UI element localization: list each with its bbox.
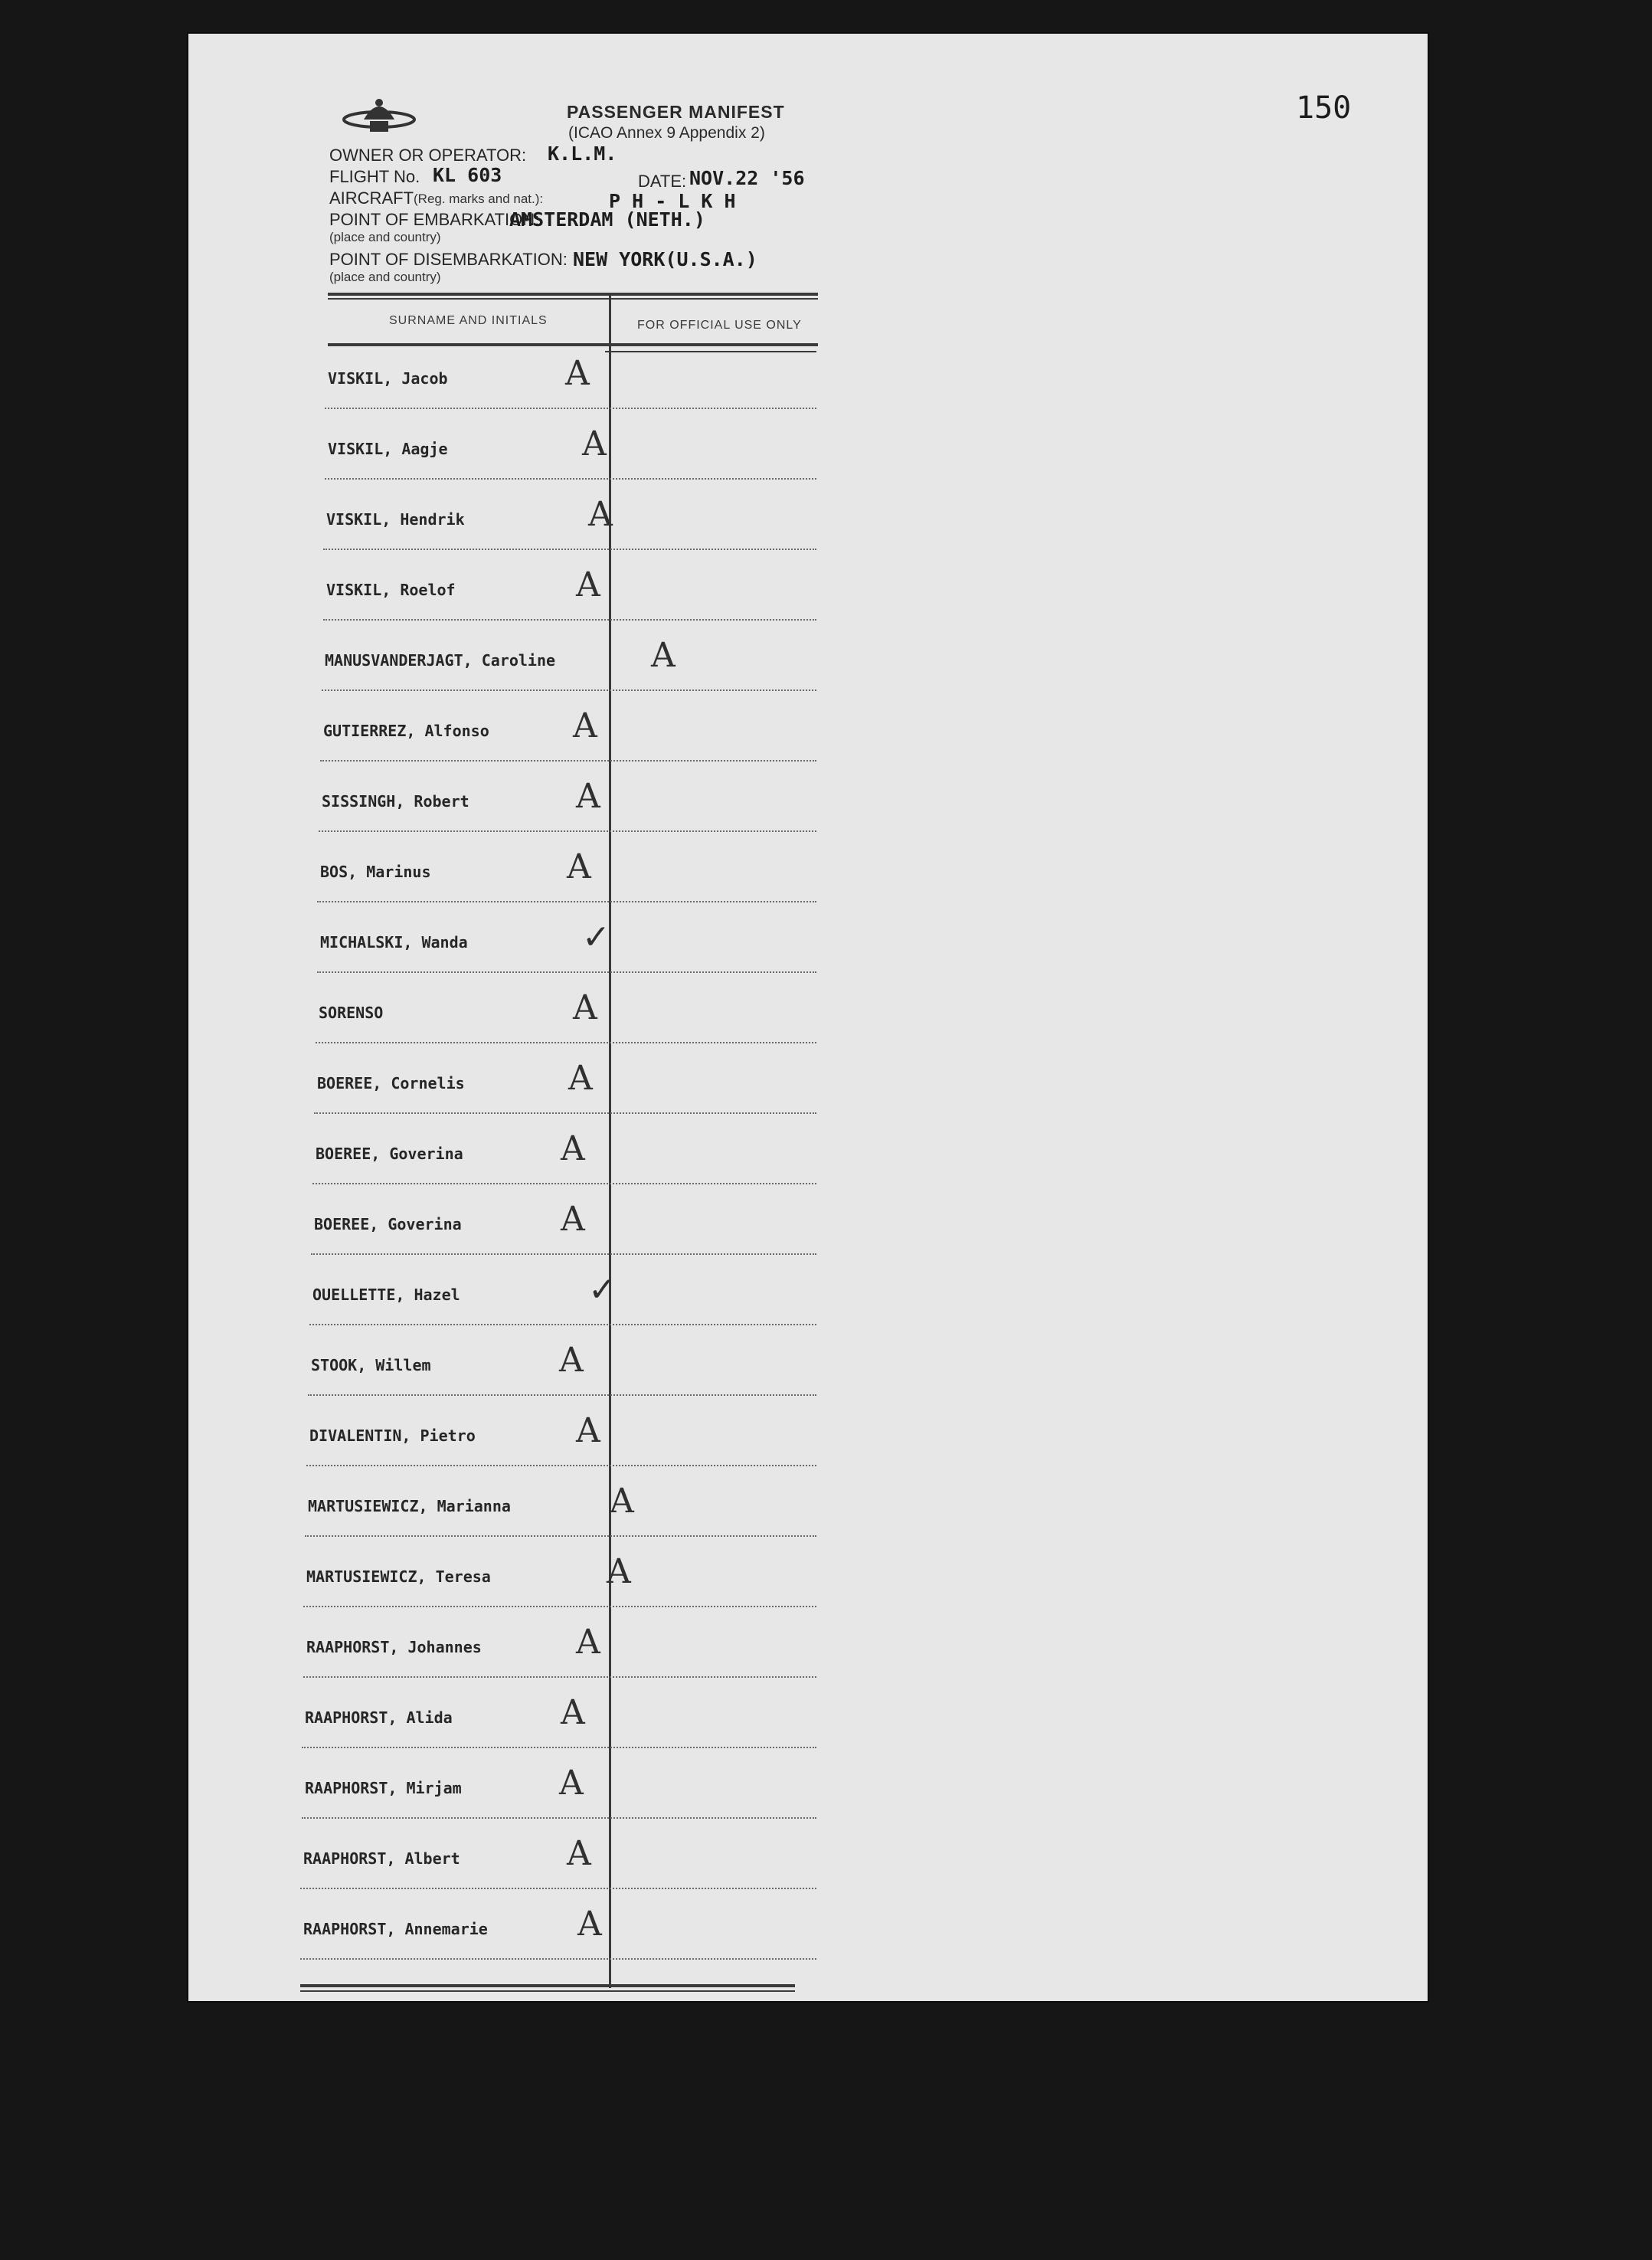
official-mark: A: [582, 424, 607, 463]
passenger-name: VISKIL, Roelof: [326, 581, 456, 599]
column-header-rule: [328, 343, 818, 346]
official-mark: ✓: [588, 1270, 617, 1309]
official-mark: A: [651, 636, 676, 675]
official-mark: A: [573, 988, 597, 1027]
passenger-name: SISSINGH, Robert: [322, 792, 469, 811]
official-mark: A: [607, 1552, 631, 1591]
passenger-name: BOEREE, Cornelis: [317, 1074, 465, 1092]
official-mark: A: [567, 847, 591, 886]
passenger-name: STOOK, Willem: [311, 1356, 431, 1374]
bottom-rule-thin: [300, 1990, 795, 1992]
row-separator: [303, 1676, 816, 1678]
header-top-rule: [328, 293, 818, 296]
row-separator: [319, 830, 816, 832]
embarkation-value: AMSTERDAM (NETH.): [509, 208, 705, 231]
passenger-name: RAAPHORST, Annemarie: [303, 1920, 488, 1938]
official-mark: A: [610, 1482, 634, 1521]
official-mark: A: [576, 565, 600, 604]
row-separator: [317, 971, 816, 973]
passenger-name: BOEREE, Goverina: [316, 1145, 463, 1163]
date-label: DATE:: [638, 172, 687, 191]
row-separator: [309, 1324, 816, 1325]
passenger-name: MARTUSIEWICZ, Marianna: [308, 1497, 511, 1515]
official-mark: A: [559, 1764, 584, 1803]
passenger-name: SORENSO: [319, 1004, 384, 1022]
row-separator: [305, 1535, 816, 1537]
official-mark: A: [561, 1693, 585, 1732]
manifest-title: PASSENGER MANIFEST: [567, 102, 785, 122]
passenger-name: VISKIL, Jacob: [328, 369, 448, 388]
aircraft-label: AIRCRAFT: [329, 188, 414, 208]
official-mark: A: [577, 1905, 602, 1944]
aircraft-value: P H - L K H: [609, 190, 736, 212]
official-mark: A: [573, 706, 597, 745]
passenger-name: RAAPHORST, Albert: [303, 1849, 460, 1868]
official-mark: A: [567, 1834, 591, 1873]
embarkation-note: (place and country): [329, 230, 441, 244]
official-use-column-header: FOR OFFICIAL USE ONLY: [637, 319, 802, 332]
page-number: 150: [1296, 90, 1352, 126]
passenger-name: VISKIL, Hendrik: [326, 510, 465, 529]
row-separator: [300, 1888, 816, 1889]
passenger-name: BOS, Marinus: [320, 863, 431, 881]
row-separator: [325, 408, 816, 409]
passenger-name: MARTUSIEWICZ, Teresa: [306, 1567, 491, 1586]
official-mark: A: [565, 354, 590, 393]
official-mark: ✓: [582, 918, 610, 957]
surname-column-header: SURNAME AND INITIALS: [389, 314, 548, 327]
date-value: NOV.22 '56: [689, 167, 805, 189]
row-separator: [317, 901, 816, 902]
official-mark: A: [588, 495, 613, 534]
row-separator: [323, 619, 816, 621]
row-separator: [314, 1112, 816, 1114]
row-separator: [325, 478, 816, 480]
row-separator: [302, 1747, 816, 1748]
official-mark: A: [568, 1059, 593, 1098]
official-mark: A: [561, 1200, 585, 1239]
owner-label: OWNER OR OPERATOR:: [329, 146, 527, 165]
row-separator: [303, 1606, 816, 1607]
passenger-name: MANUSVANDERJAGT, Caroline: [325, 651, 556, 670]
row-separator: [308, 1394, 816, 1396]
column-header-rule-thin: [605, 351, 816, 352]
row-separator: [316, 1042, 816, 1043]
passenger-name: BOEREE, Goverina: [314, 1215, 462, 1233]
row-separator: [302, 1817, 816, 1819]
passenger-name: MICHALSKI, Wanda: [320, 933, 468, 951]
official-mark: A: [561, 1129, 585, 1168]
row-separator: [300, 1958, 816, 1960]
owner-value: K.L.M.: [548, 142, 617, 165]
disembarkation-label: POINT OF DISEMBARKATION:: [329, 250, 568, 269]
official-mark: A: [576, 777, 600, 816]
passenger-name: DIVALENTIN, Pietro: [309, 1426, 476, 1445]
passenger-name: VISKIL, Aagje: [328, 440, 448, 458]
header-top-rule-thin: [328, 298, 818, 300]
flight-label: FLIGHT No.: [329, 167, 420, 186]
official-mark: A: [576, 1411, 600, 1450]
row-separator: [312, 1183, 816, 1184]
manifest-subtitle: (ICAO Annex 9 Appendix 2): [568, 124, 765, 142]
disembarkation-value: NEW YORK(U.S.A.): [573, 248, 757, 270]
passenger-name: OUELLETTE, Hazel: [312, 1286, 460, 1304]
row-separator: [306, 1465, 816, 1466]
embarkation-label: POINT OF EMBARKATION:: [329, 210, 540, 229]
row-separator: [311, 1253, 816, 1255]
disembarkation-note: (place and country): [329, 270, 441, 284]
row-separator: [322, 689, 816, 691]
official-mark: A: [559, 1341, 584, 1380]
flight-value: KL 603: [433, 164, 502, 186]
passenger-name: RAAPHORST, Mirjam: [305, 1779, 462, 1797]
passenger-name: RAAPHORST, Alida: [305, 1708, 453, 1727]
passenger-name: GUTIERREZ, Alfonso: [323, 722, 489, 740]
row-separator: [320, 760, 816, 762]
bottom-rule: [300, 1984, 795, 1987]
klm-crown-logo-icon: [341, 93, 417, 141]
aircraft-note: (Reg. marks and nat.):: [414, 192, 544, 206]
official-mark: A: [576, 1623, 600, 1662]
passenger-name: RAAPHORST, Johannes: [306, 1638, 482, 1656]
row-separator: [323, 549, 816, 550]
